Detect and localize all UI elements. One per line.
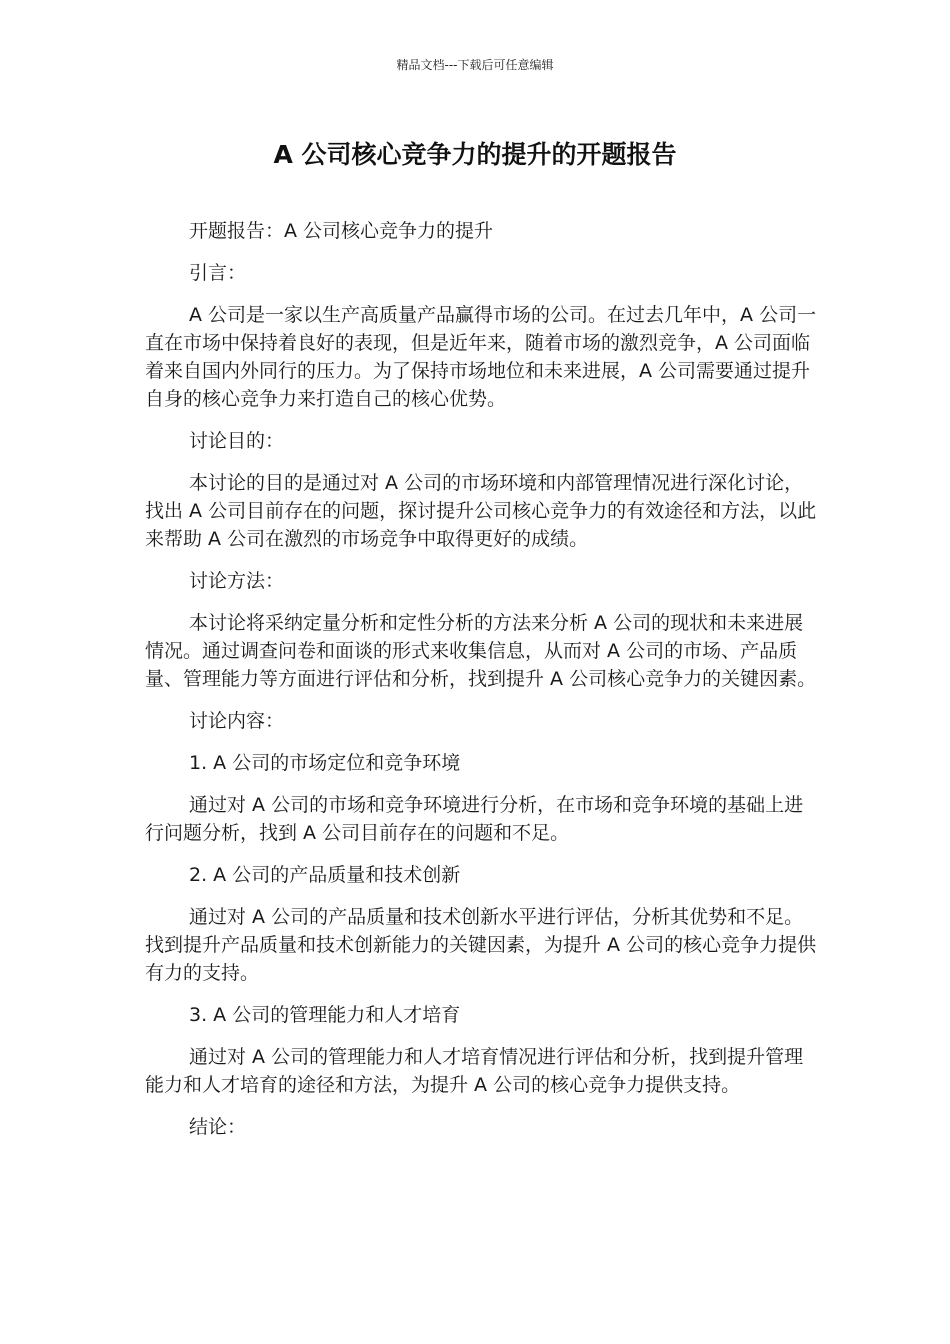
section-heading-conclusion: 结论： [189, 1116, 247, 1138]
section-heading-purpose: 讨论目的： [189, 430, 285, 452]
paragraph-purpose: 本讨论的目的是通过对 A 公司的市场环境和内部管理情况进行深化讨论，找出 A 公司目前存在的问题，探讨提升公司核心竞争力的有效途径和方法，以此来帮助 A 公司在激烈的市场竞争中取得更好的成绩。 [145, 472, 817, 550]
paragraph-report-heading: 开题报告：A 公司核心竞争力的提升 [189, 220, 494, 242]
subheading-market: 1. A 公司的市场定位和竞争环境 [189, 752, 461, 774]
document-title: A 公司核心竞争力的提升的开题报告 [273, 140, 677, 169]
paragraph-product: 通过对 A 公司的产品质量和技术创新水平进行评估，分析其优势和不足。找到提升产品质量和技术创新能力的关键因素，为提升 A 公司的核心竞争力提供有力的支持。 [145, 906, 817, 984]
subheading-product: 2. A 公司的产品质量和技术创新 [189, 864, 461, 886]
section-heading-method: 讨论方法： [189, 570, 285, 592]
document-body [145, 217, 820, 1155]
paragraph-method: 本讨论将采纳定量分析和定性分析的方法来分析 A 公司的现状和未来进展情况。通过调查问卷和面谈的形式来收集信息，从而对 A 公司的市场、产品质量、管理能力等方面进行评估和分析，找到提升 A 公司核心竞争力的关键因素。 [145, 612, 817, 690]
header-note: 精品文档---下载后可任意编辑 [396, 58, 554, 72]
paragraph-introduction: A 公司是一家以生产高质量产品赢得市场的公司。在过去几年中，A 公司一直在市场中保持着良好的表现，但是近年来，随着市场的激烈竞争，A 公司面临着来自国内外同行的压力。为了保持市场地位和未来进展，A 公司需要通过提升自身的核心竞争力来打造自己的核心优势。 [145, 304, 817, 410]
paragraph-market: 通过对 A 公司的市场和竞争环境进行分析，在市场和竞争环境的基础上进行问题分析，找到 A 公司目前存在的问题和不足。 [145, 794, 804, 844]
section-heading-content: 讨论内容： [189, 710, 285, 732]
subheading-management: 3. A 公司的管理能力和人才培育 [189, 1004, 461, 1026]
paragraph-management: 通过对 A 公司的管理能力和人才培育情况进行评估和分析，找到提升管理能力和人才培育的途径和方法，为提升 A 公司的核心竞争力提供支持。 [145, 1046, 804, 1096]
section-heading-introduction: 引言： [189, 262, 247, 284]
